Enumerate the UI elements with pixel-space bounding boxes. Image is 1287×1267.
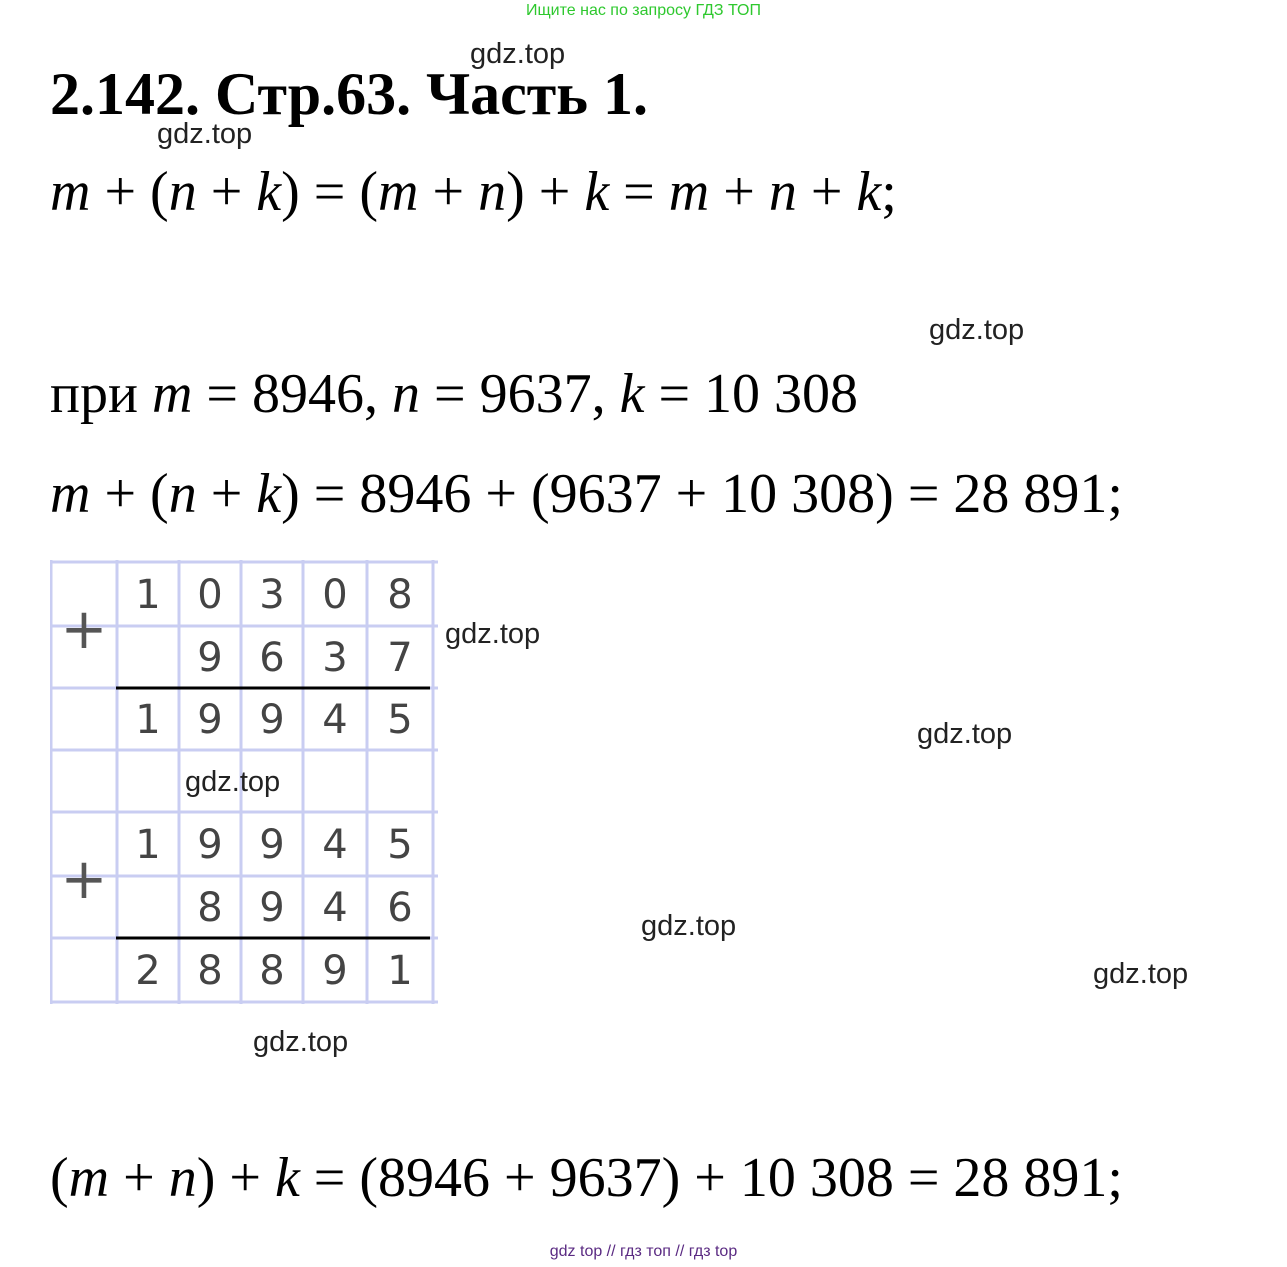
calc-digit: 5	[387, 697, 413, 743]
calc-digit: 4	[322, 697, 348, 743]
calc-digit: 6	[387, 885, 413, 931]
calc-digit: 2	[135, 948, 161, 994]
watermark: gdz.top	[641, 910, 737, 942]
page-title: 2.142. Стр.63. Часть 1.	[50, 61, 648, 127]
watermark: gdz.top	[470, 38, 566, 70]
calculation-1: m + (n + k) = 8946 + (9637 + 10 308) = 28 891;	[50, 463, 1123, 525]
watermark: gdz.top	[445, 618, 541, 650]
watermark: gdz.top	[253, 1026, 349, 1058]
footer-link-gdz-top-ru[interactable]: гдз топ	[620, 1243, 671, 1260]
calc-digit: 8	[197, 948, 223, 994]
footer-link-gdz-top-mixed[interactable]: гдз top	[688, 1243, 738, 1260]
calc-digit: 9	[197, 822, 223, 868]
calc-digit: 8	[197, 885, 223, 931]
calc-digit: 4	[322, 885, 348, 931]
formula-associative: m + (n + k) = (m + n) + k = m + n + k;	[50, 161, 897, 223]
watermark: gdz.top	[929, 314, 1025, 346]
calc-digit: 3	[259, 572, 285, 618]
calc-digit: 4	[322, 822, 348, 868]
calc-digit: 1	[135, 697, 161, 743]
calc-digit: 9	[259, 697, 285, 743]
footer-link-gdz-top[interactable]: gdz top	[549, 1243, 603, 1260]
watermark: gdz.top	[917, 718, 1013, 750]
calc-digit: 0	[197, 572, 223, 618]
calc-digit: 9	[322, 948, 348, 994]
calc-digit: 9	[197, 635, 223, 681]
given-values: при m = 8946, n = 9637, k = 10 308	[50, 363, 859, 425]
banner-link[interactable]: Ищите нас по запросу ГДЗ ТОП	[526, 2, 761, 19]
calc-digit: 9	[259, 885, 285, 931]
calc-digit: 9	[197, 697, 223, 743]
calc-digit: 9	[259, 822, 285, 868]
watermark: gdz.top	[185, 766, 281, 798]
calc-digit: 3	[322, 635, 348, 681]
plus-sign: +	[60, 847, 108, 912]
calc-digit: 1	[387, 948, 413, 994]
top-banner	[0, 0, 1287, 22]
calc-digit: 6	[259, 635, 285, 681]
calc-digit: 8	[259, 948, 285, 994]
calculation-2: (m + n) + k = (8946 + 9637) + 10 308 = 28 891;	[50, 1147, 1123, 1209]
watermark: gdz.top	[157, 118, 253, 150]
calc-digit: 0	[322, 572, 348, 618]
calc-digit: 5	[387, 822, 413, 868]
calc-digit: 1	[135, 822, 161, 868]
calc-digit: 8	[387, 572, 413, 618]
calc-digit: 1	[135, 572, 161, 618]
plus-sign: +	[60, 597, 108, 662]
watermark: gdz.top	[1093, 958, 1189, 990]
calc-digit: 7	[387, 635, 413, 681]
footer-links: gdz top // гдз топ // гдз top	[549, 1243, 738, 1260]
